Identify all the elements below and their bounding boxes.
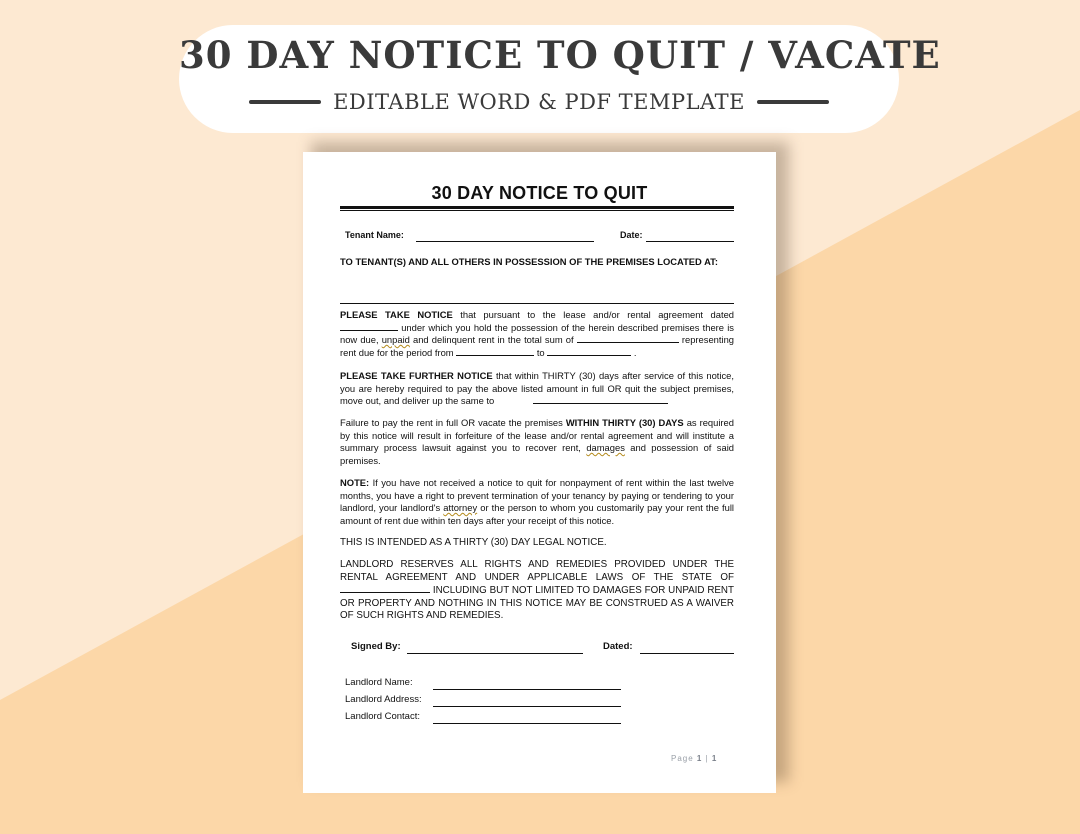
period-from-field[interactable] bbox=[456, 347, 534, 356]
right-divider bbox=[757, 100, 829, 104]
paragraph-further-notice bbox=[340, 370, 734, 408]
note-text-b: or the person to whom you customarily pay your rent the full amount of rent due within ten days after your receipt of this notice. bbox=[340, 502, 734, 526]
left-divider bbox=[249, 100, 321, 104]
deliver-to-field[interactable] bbox=[533, 395, 668, 404]
banner-subtitle: EDITABLE WORD & PDF TEMPLATE bbox=[333, 90, 745, 114]
failure-text-b: as required by this notice will result in forfeiture of the lease and/or rental agreement and will institute a summary process lawsuit against you to recover rent, bbox=[340, 417, 734, 454]
further-notice-text: that within THIRTY (30) days after service of this notice, you are hereby required to pay the above listed amount in full OR quit the subject premises, move out, and deliver up the same to bbox=[340, 370, 734, 407]
failure-damages: damages bbox=[586, 442, 625, 454]
notice-unpaid: unpaid bbox=[381, 334, 410, 346]
tenant-name-label: Tenant Name: bbox=[345, 230, 404, 240]
page-current: 1 bbox=[696, 754, 703, 763]
dated-label: Dated: bbox=[603, 641, 633, 652]
date-field[interactable] bbox=[646, 241, 734, 242]
landlord-address-field[interactable] bbox=[433, 706, 621, 707]
page-total: 1 bbox=[711, 754, 718, 763]
banner-subtitle-row bbox=[179, 87, 899, 117]
reserves-text-a: LANDLORD RESERVES ALL RIGHTS AND REMEDIES PROVIDED UNDER THE RENTAL AGREEMENT AND UNDER APPLICABLE LAWS OF THE STATE OF bbox=[340, 559, 734, 583]
paragraph-reserves bbox=[340, 559, 734, 623]
paragraph-legal-notice: THIS IS INTENDED AS A THIRTY (30) DAY LEGAL NOTICE. bbox=[340, 537, 607, 548]
failure-text-c: and possession of said premises. bbox=[340, 442, 734, 466]
banner-title: 30 DAY NOTICE TO QUIT / VACATE bbox=[179, 33, 941, 77]
to-tenants-heading: TO TENANT(S) AND ALL OTHERS IN POSSESSION OF THE PREMISES LOCATED AT: bbox=[340, 256, 718, 267]
further-notice-heading: PLEASE TAKE FURTHER NOTICE bbox=[340, 370, 493, 381]
document-title: 30 DAY NOTICE TO QUIT bbox=[431, 183, 648, 203]
state-field[interactable] bbox=[340, 584, 430, 593]
tenant-name-field[interactable] bbox=[416, 241, 594, 242]
page-number bbox=[671, 754, 717, 763]
landlord-name-field[interactable] bbox=[433, 689, 621, 690]
notice-text-c: and delinquent rent in the total sum of bbox=[409, 334, 577, 346]
note-heading: NOTE: bbox=[340, 477, 370, 488]
notice-text-end: . bbox=[631, 346, 637, 358]
page-separator: | bbox=[702, 754, 712, 763]
signed-by-field[interactable] bbox=[407, 653, 583, 654]
dated-field[interactable] bbox=[640, 653, 734, 654]
period-to-field[interactable] bbox=[547, 347, 631, 356]
landlord-contact-label: Landlord Contact: bbox=[345, 711, 420, 722]
document-page bbox=[303, 152, 776, 793]
landlord-address-label: Landlord Address: bbox=[345, 694, 422, 705]
date-label: Date: bbox=[620, 230, 643, 240]
note-text-a: If you have not received a notice to quit for nonpayment of rent within the last twelve months, you have a right to prevent termination of your tenancy by paying or tendering to your landlord, your landlord's bbox=[340, 477, 734, 514]
paragraph-note bbox=[340, 477, 734, 527]
note-attorney: attorney bbox=[443, 502, 478, 514]
rent-amount-field[interactable] bbox=[577, 334, 679, 343]
notice-text-b: under which you hold the possession of the herein described premises there is now due, bbox=[340, 321, 734, 346]
title-rule bbox=[340, 206, 734, 209]
title-rule-thin bbox=[340, 210, 734, 211]
notice-text-d: representing rent due for the period from bbox=[340, 334, 734, 358]
reserves-text-b: INCLUDING BUT NOT LIMITED TO DAMAGES FOR UNPAID RENT OR PROPERTY AND NOTHING IN THIS NOTICE MAY BE CONSTRUED AS A WAIVER OF SUCH RIGHTS AND REMEDIES. bbox=[340, 585, 734, 621]
lease-date-field[interactable] bbox=[340, 322, 398, 331]
landlord-name-label: Landlord Name: bbox=[345, 677, 413, 688]
notice-text-a: that pursuant to the lease and/or rental agreement dated bbox=[452, 309, 734, 320]
paragraph-failure bbox=[340, 417, 734, 467]
notice-text-to: to bbox=[534, 346, 548, 358]
failure-text-a: Failure to pay the rent in full OR vacate the premises bbox=[340, 417, 566, 428]
header-banner bbox=[179, 25, 941, 133]
paragraph-notice bbox=[340, 309, 734, 359]
signed-by-label: Signed By: bbox=[351, 641, 401, 652]
page-word: Page bbox=[671, 754, 697, 763]
premises-address-field[interactable] bbox=[340, 303, 734, 304]
notice-heading: PLEASE TAKE NOTICE bbox=[340, 309, 453, 320]
failure-bold: WITHIN THIRTY (30) DAYS bbox=[565, 417, 684, 428]
landlord-contact-field[interactable] bbox=[433, 723, 621, 724]
